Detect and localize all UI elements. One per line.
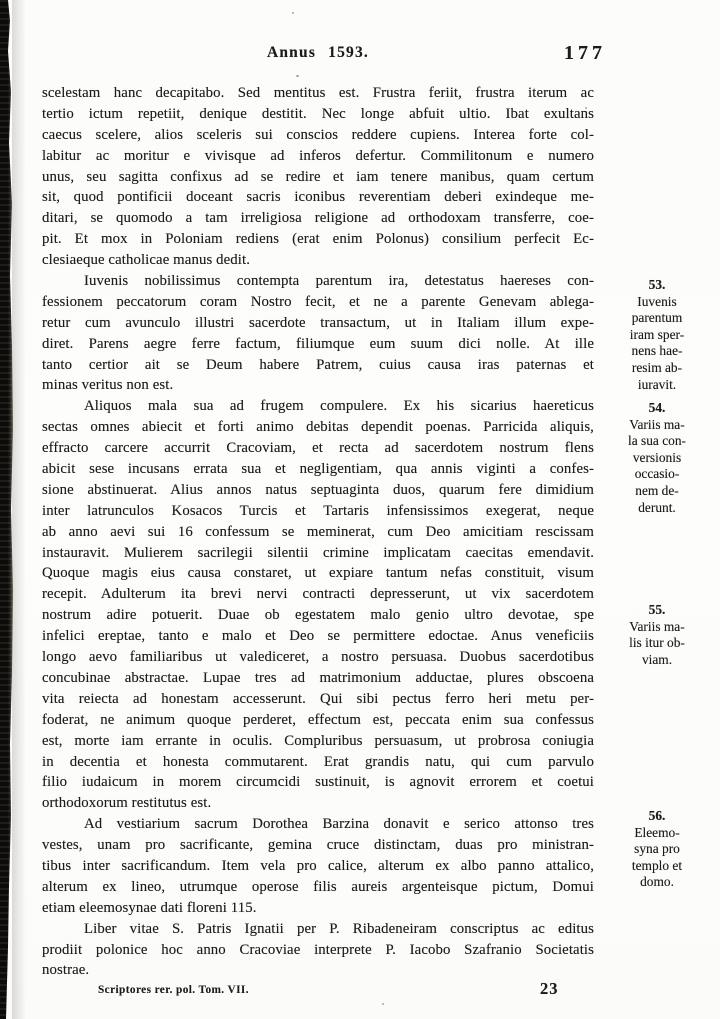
body-paragraph — [42, 396, 594, 814]
body-line: etiam eleemosynae dati floreni 115. — [42, 899, 257, 916]
margin-note-line: Variis ma- — [629, 618, 685, 634]
margin-note-line: resim ab- — [631, 359, 683, 375]
body-text-column — [42, 83, 594, 981]
body-paragraph — [42, 83, 594, 271]
margin-note-line: nem de- — [635, 482, 679, 498]
body-line: concubinae abstractae. Lupae tres ad matrimonium adductae, plures obscoena — [42, 669, 594, 686]
body-line: fessionem peccatorum coram Nostro fecit, et ne a parente Genevam ablega- — [42, 293, 594, 310]
body-line: diret. Parens aegre ferre factum, filiumque eum suum dici nolle. At ille — [42, 335, 594, 352]
scan-speck — [382, 1003, 384, 1005]
body-line: unus, seu sagitta confixus ad se redire et iam tenere manibus, quam certum — [42, 168, 594, 185]
body-line: tibus inter sacrificandum. Item vela pro calice, alterum ex albo panno attalico, — [42, 857, 594, 874]
margin-note-line: Iuvenis — [637, 293, 677, 309]
footer-signature-number: 23 — [540, 979, 559, 998]
margin-note-number: 55. — [648, 602, 666, 617]
body-line: effracto carcere accurrit Cracoviam, et recta ad sacerdotem nostrum flens — [42, 440, 594, 457]
margin-note-line: iram sper- — [629, 326, 685, 342]
body-line: longo aevo familiaribus ut valediceret, a nostro persuasa. Duobus sacerdotibus — [42, 649, 594, 666]
body-line: sit, quod pontificii doceant sacris iconibus reverentiam deberi exindeque me- — [42, 189, 594, 206]
margin-note-line: la sua con- — [627, 433, 686, 449]
body-line: inter latrunculos Kosacos Turcis et Tartaris infensissimos exegerat, neque — [42, 502, 594, 519]
margin-note — [602, 400, 712, 516]
body-line: Liber vitae S. Patris Ignatii per P. Ribadeneiram conscriptus ac editus — [84, 920, 594, 937]
margin-note-line: Eleemo- — [634, 824, 680, 840]
body-line: infelici ereptae, tanto e malo et Deo se permittere edoctae. Anus veneficiis — [42, 628, 594, 645]
body-line: ditari, se quomodo a tam irreligiosa religione ad orthodoxam transferre, coe- — [42, 210, 594, 227]
margin-note-line: occasio- — [634, 466, 680, 482]
body-line: sione abstinuerat. Alius annos natus septuaginta duos, quarum fere dimidium — [42, 481, 594, 498]
margin-note-number: 54. — [648, 400, 666, 415]
body-line: filio iudaicum in morem circumcidi sustinuit, is agnovit errorem et coetui — [42, 774, 594, 791]
body-line: retur cum avunculo illustri sacerdote transactum, ut in Italiam illum expe- — [42, 314, 594, 331]
margin-note — [602, 602, 712, 668]
body-line: Quoque magis eius causa constaret, ut expiare tantum nefas constituit, visum — [42, 565, 594, 582]
margin-note-number: 56. — [648, 808, 666, 823]
body-line: nostrae. — [42, 962, 90, 979]
margin-note-line: iuravit. — [637, 376, 677, 392]
body-line: vita reiecta ad honestam accesserunt. Qui sibi pectus ferro heri metu per- — [42, 690, 594, 707]
margin-note — [602, 277, 712, 393]
scan-speck — [296, 75, 299, 77]
margin-note-line: versionis — [632, 449, 682, 465]
footer-imprint: Scriptores rer. pol. Tom. VII. — [98, 984, 249, 996]
body-line: instauravit. Mulierem sacrilegii silentii crimine implicatam caecitas emendavit. — [42, 544, 594, 561]
body-line: nostrum adire potuerit. Duae ob egestatem malo genio ultro devotae, spe — [42, 607, 594, 624]
scan-gutter-shadow — [12, 0, 26, 1019]
margin-note-line: Variis ma- — [629, 416, 685, 432]
body-line: est, morte iam errante in oculis. Compluribus persuasum, ut probrosa coniugia — [42, 732, 594, 749]
body-line: recepit. Adulterum ita brevi nervi contracti depresserunt, ut vix sacerdotem — [42, 586, 594, 603]
margin-note — [602, 808, 712, 891]
body-line: tertio ictum repetiit, denique destitit. Nec longe abfuit ultio. Ibat exultans — [42, 105, 594, 122]
body-line: Ad vestiarium sacrum Dorothea Barzina donavit e serico attonso tres — [84, 816, 594, 833]
body-line: Aliquos mala sua ad frugem compulere. Ex his sicarius haereticus — [84, 398, 594, 415]
body-paragraph — [42, 919, 594, 982]
body-line: foderat, ne animum quoque perderet, effectum est, peccata enim sua confessus — [42, 711, 594, 728]
running-header-title: Annus 1593. — [266, 44, 370, 61]
body-line: ab anno aevi sui 16 confessum se meminerat, cum Deo amicitiam rescissam — [42, 523, 594, 540]
body-line: tanto certior ait se Deum habere Patrem, cuius causa iras paternas et — [42, 356, 594, 373]
margin-note-line: syna pro — [634, 841, 680, 857]
body-line: caecus scelere, alios sceleris sui conscios reddere cupiens. Interea forte col- — [42, 126, 594, 143]
margin-note-line: parentum — [631, 310, 683, 326]
body-line: clesiaeque catholicae manus dedit. — [42, 252, 250, 269]
body-line: alterum ex lineo, utrumque operose filis aureis argenteisque pictum, Domui — [42, 878, 594, 895]
margin-note-number: 53. — [648, 277, 666, 292]
margin-note-line: viam. — [641, 651, 673, 667]
margin-note-line: nens hae- — [631, 343, 683, 359]
margin-note-line: derunt. — [638, 499, 676, 515]
body-line: Iuvenis nobilissimus contempta parentum ira, detestatus haereses con- — [84, 273, 594, 290]
body-line: prodiit polonice hoc anno Cracoviae interprete P. Iacobo Szafranio Societatis — [42, 941, 594, 958]
body-line: sectas omnes abiecit et forti animo debitas dependit poenas. Parricida aliquis, — [42, 419, 594, 436]
page-number: 177 — [564, 42, 606, 64]
margin-note-line: templo et — [631, 857, 683, 873]
body-paragraph — [42, 814, 594, 918]
body-paragraph — [42, 271, 594, 396]
body-line: orthodoxorum restitutus est. — [42, 795, 212, 812]
body-line: vestes, unam pro sacrificante, gemina cruce distinctam, duas pro ministran- — [42, 837, 594, 854]
body-line: labitur ac moritur e vivisque ad inferos defertur. Commilitonum e numero — [42, 147, 594, 164]
body-line: abicit sese incusans errata sua et negligentiam, qua annis viginti a confes- — [42, 461, 594, 478]
body-line: minas veritus non est. — [42, 377, 174, 394]
margin-note-line: domo. — [640, 874, 674, 890]
body-line: scelestam hanc decapitabo. Sed mentitus est. Frustra feriit, frustra iterum ac — [42, 85, 594, 101]
body-line: in decentia et honesta commutarent. Erat grandis natu, qui cum parvulo — [42, 753, 594, 770]
body-line: pit. Et mox in Poloniam rediens (erat enim Polonus) consilium perfecit Ec- — [42, 231, 594, 248]
scan-speck — [292, 12, 294, 14]
margin-note-line: lis itur ob- — [629, 635, 685, 651]
